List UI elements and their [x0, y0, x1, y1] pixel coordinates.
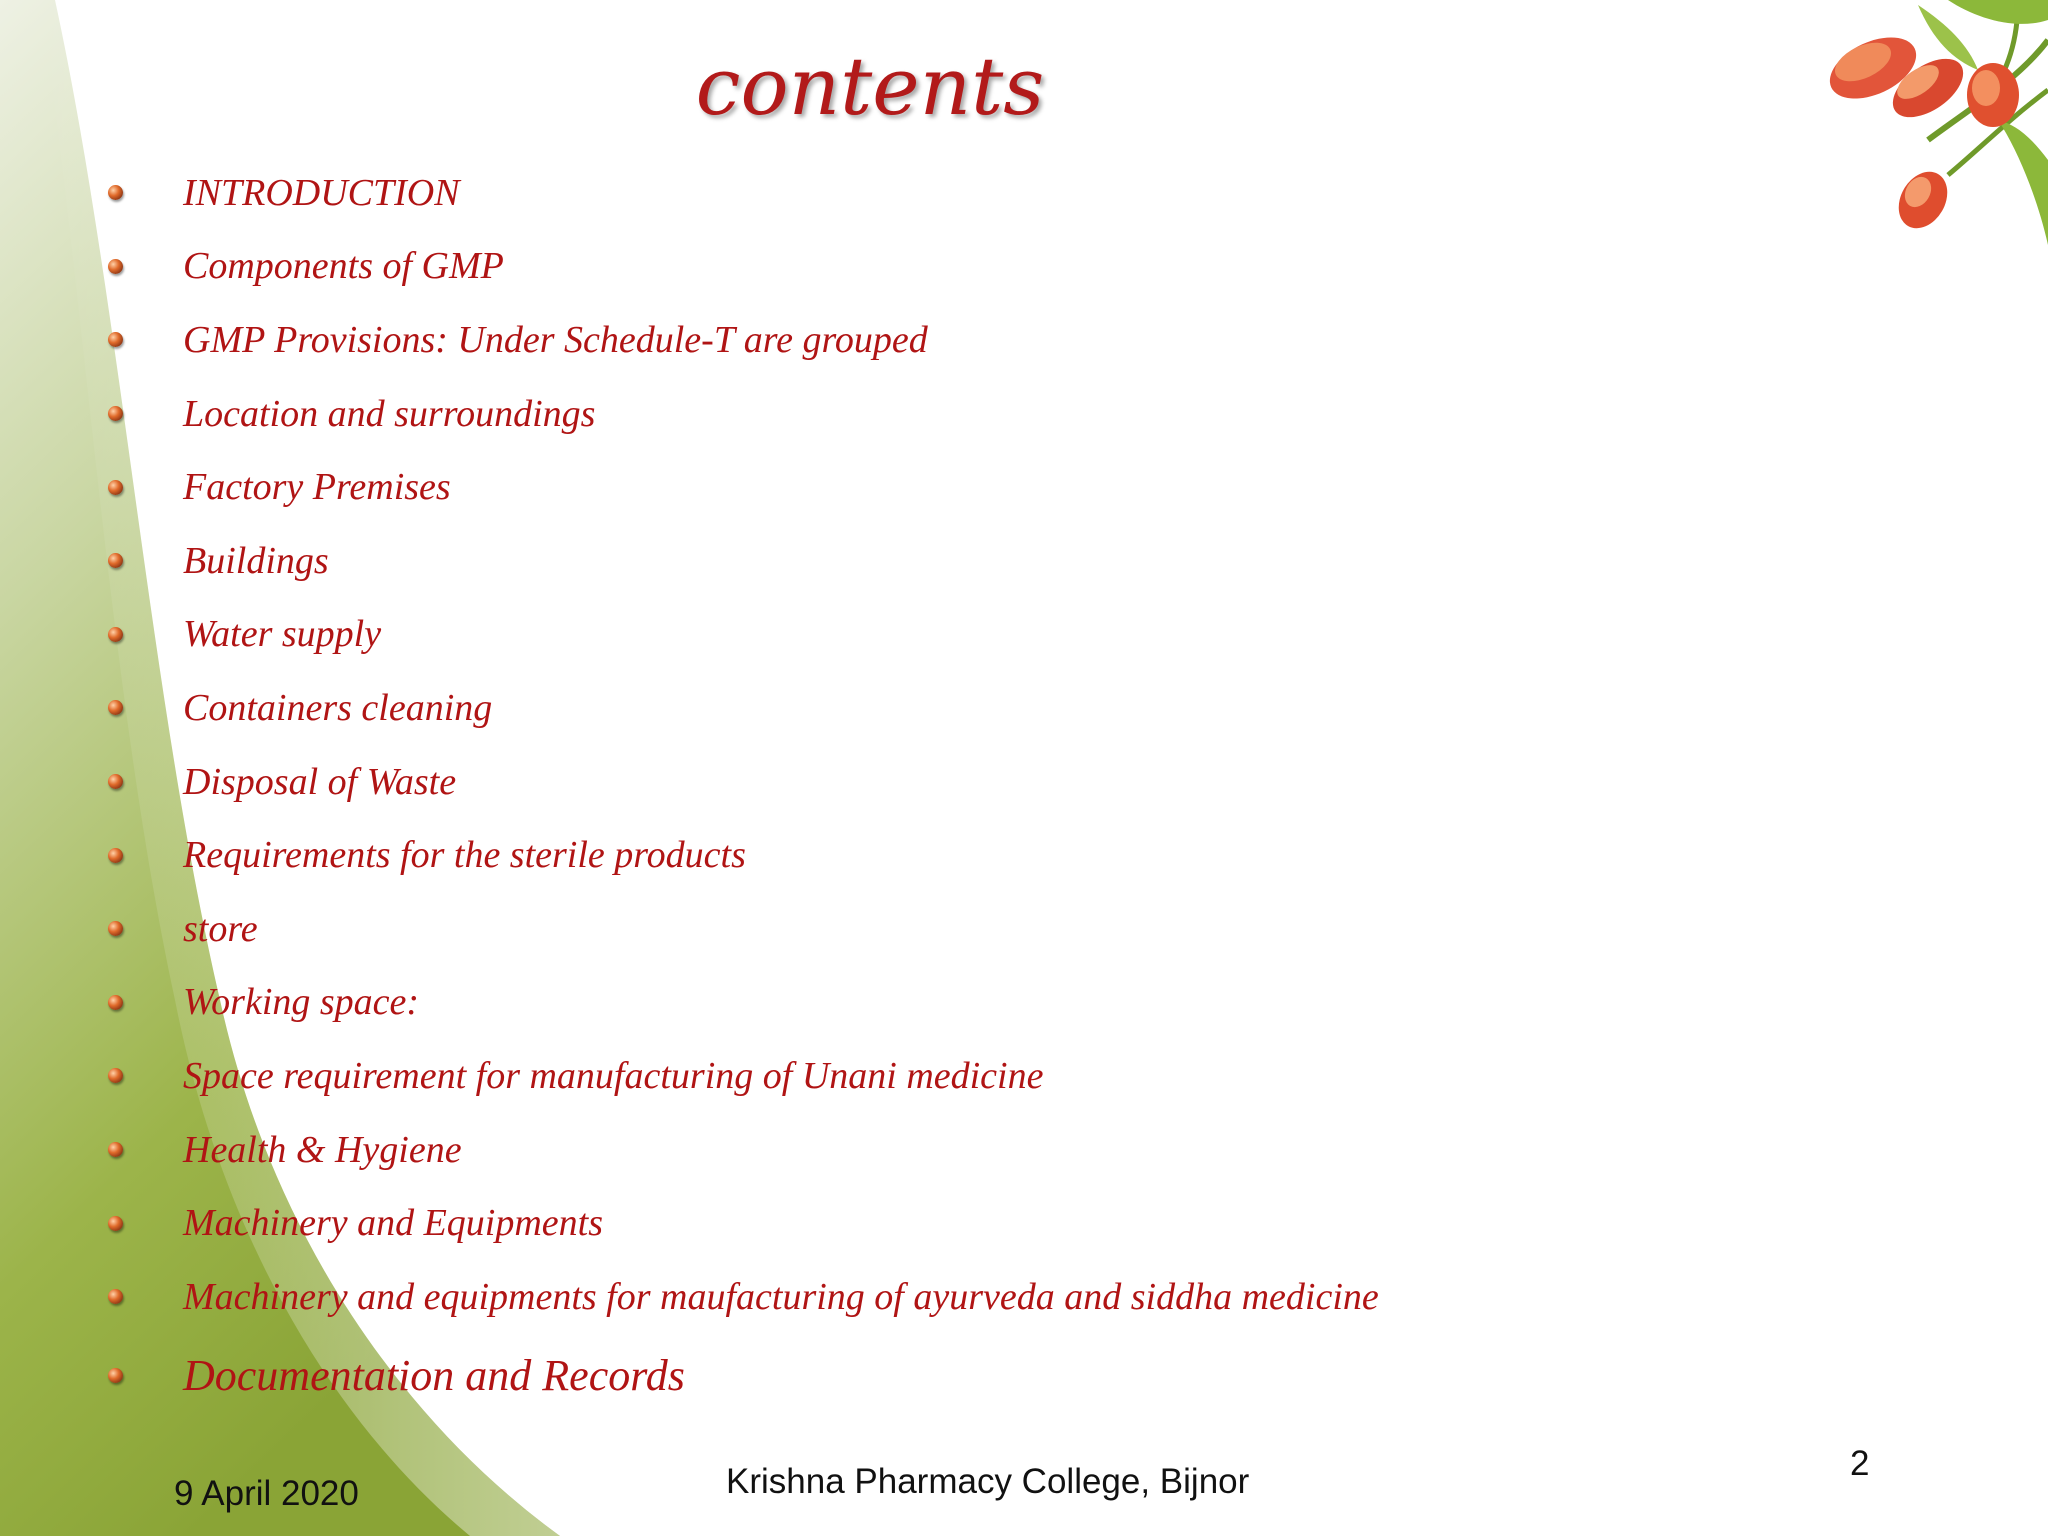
bullet-icon	[108, 1142, 123, 1157]
list-item-text: Documentation and Records	[183, 1351, 685, 1400]
bullet-icon	[108, 995, 123, 1010]
bullet-icon	[108, 259, 123, 274]
footer-college: Krishna Pharmacy College, Bijnor	[726, 1462, 1250, 1501]
list-item-text: Disposal of Waste	[183, 760, 457, 803]
list-item	[108, 1186, 1508, 1260]
tulip-flowers-icon	[1718, 0, 2048, 245]
list-item-text: Machinery and equipments for maufacturing of ayurveda and siddha medicine	[183, 1275, 1379, 1318]
bullet-icon	[108, 480, 123, 495]
bullet-icon	[108, 921, 123, 936]
bullet-icon	[108, 332, 123, 347]
list-item	[108, 303, 1508, 377]
bullet-icon	[108, 627, 123, 642]
contents-list	[108, 156, 1508, 1418]
bullet-icon	[108, 774, 123, 789]
list-item	[108, 1334, 1508, 1418]
list-item	[108, 818, 1508, 892]
list-item-text: store	[183, 907, 258, 950]
list-item-text: Location and surroundings	[183, 392, 596, 435]
list-item-text: Health & Hygiene	[183, 1128, 462, 1171]
list-item	[108, 524, 1508, 598]
list-item	[108, 156, 1508, 230]
list-item-text: Containers cleaning	[183, 686, 493, 729]
bullet-icon	[108, 1289, 123, 1304]
list-item	[108, 1113, 1508, 1187]
footer-date: 9 April 2020	[174, 1474, 359, 1513]
list-item-text: Buildings	[183, 539, 329, 582]
bullet-icon	[108, 700, 123, 715]
list-item	[108, 1260, 1508, 1334]
list-item-text: Machinery and Equipments	[183, 1202, 604, 1245]
list-item	[108, 598, 1508, 672]
bullet-icon	[108, 185, 123, 200]
list-item	[108, 745, 1508, 819]
list-item-text: Factory Premises	[183, 466, 451, 509]
list-item	[108, 966, 1508, 1040]
list-item	[108, 450, 1508, 524]
list-item	[108, 377, 1508, 451]
bullet-icon	[108, 848, 123, 863]
bullet-icon	[108, 1068, 123, 1083]
list-item-text: Space requirement for manufacturing of Unani medicine	[183, 1054, 1044, 1097]
list-item-text: Components of GMP	[183, 245, 504, 288]
bullet-icon	[108, 553, 123, 568]
list-item	[108, 892, 1508, 966]
list-item-text: Requirements for the sterile products	[183, 834, 746, 877]
list-item-text: GMP Provisions: Under Schedule-T are grouped	[183, 318, 928, 361]
list-item	[108, 1039, 1508, 1113]
list-item	[108, 230, 1508, 304]
bullet-icon	[108, 1216, 123, 1231]
bullet-icon	[108, 1368, 123, 1383]
slide-number: 2	[1850, 1444, 1870, 1483]
list-item-text: Water supply	[183, 613, 382, 656]
list-item	[108, 671, 1508, 745]
list-item-text: INTRODUCTION	[183, 171, 460, 214]
slide-title: contents	[695, 40, 1045, 133]
list-item-text: Working space:	[183, 981, 420, 1024]
bullet-icon	[108, 406, 123, 421]
